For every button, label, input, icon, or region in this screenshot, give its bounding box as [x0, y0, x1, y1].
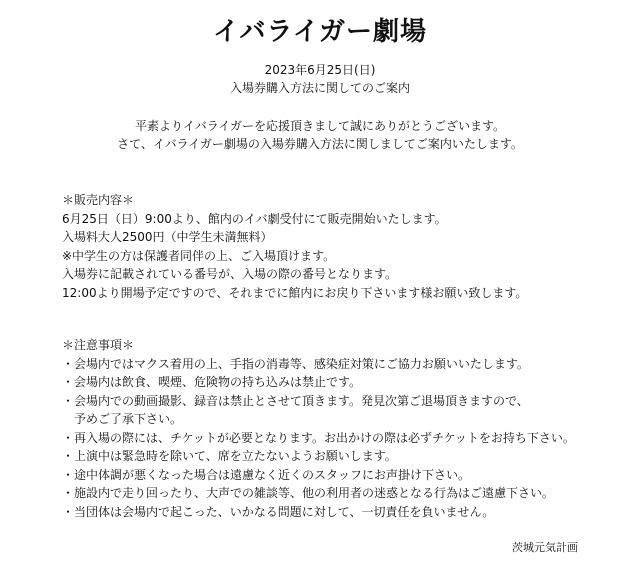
- notes-item: ・再入場の際には、チケットが必要となります。お出かけの際は必ずチケットをお持ち下さい。: [62, 430, 575, 445]
- sales-line: 6月25日（日）9:00より、館内のイバ劇受付にて販売開始いたします。: [62, 211, 447, 226]
- page-title: イバライガー劇場: [213, 17, 427, 47]
- notes-item: ・施設内で走り回ったり、大声での雑談等、他の利用者の迷惑となる行為はご遠慮下さい。: [62, 486, 555, 500]
- notes-item-continuation: 予めご了承下さい。: [74, 412, 183, 426]
- sales-line: ※中学生の方は保護者同伴の上、ご入場頂けます。: [62, 248, 336, 263]
- event-date: 2023年6月25日(日): [264, 63, 376, 77]
- notes-heading: ＊注意事項＊: [62, 338, 135, 352]
- notes-item: ・上演中は緊急時を除いて、席を立たないようお願いします。: [62, 449, 397, 463]
- sales-section: [62, 191, 632, 302]
- notes-item: ・途中体調が悪くなった場合は遠慮なく近くのスタッフにお声掛け下さい。: [62, 467, 471, 482]
- intro-line: 平素よりイバライガーを応援頂きまして誠にありがとうございます。: [134, 119, 506, 133]
- notes-section: [62, 336, 632, 521]
- sales-heading: ＊販売内容＊: [62, 193, 135, 207]
- notes-item: ・会場内での動画撮影、録音は禁止とさせて頂きます。発見次第ご退場頂きますので、: [62, 393, 529, 408]
- intro-paragraph: [0, 117, 640, 153]
- organization-name: 茨城元気計画: [512, 541, 578, 554]
- notes-item: ・会場内は飲食、喫煙、危険物の持ち込みは禁止です。: [62, 375, 362, 389]
- sales-line: 入場券に記載されている番号が、入場の際の番号となります。: [62, 267, 398, 281]
- intro-line: さて、イバライガー劇場の入場券購入方法に関しましてご案内いたします。: [117, 137, 523, 151]
- notes-item: ・当団体は会場内で起こった、いかなる問題に対して、一切責任を負いません。: [62, 504, 495, 519]
- page-subtitle: 入場券購入方法に関してのご案内: [229, 81, 410, 95]
- sales-line: 入場料大人2500円（中学生未満無料）: [62, 230, 273, 244]
- sales-line: 12:00より開場予定ですので、それまでに館内にお戻り下さいます様お願い致します。: [62, 285, 528, 300]
- notes-item: ・会場内ではマクス着用の上、手指の消毒等、感染症対策にご協力お願いいたします。: [62, 356, 529, 371]
